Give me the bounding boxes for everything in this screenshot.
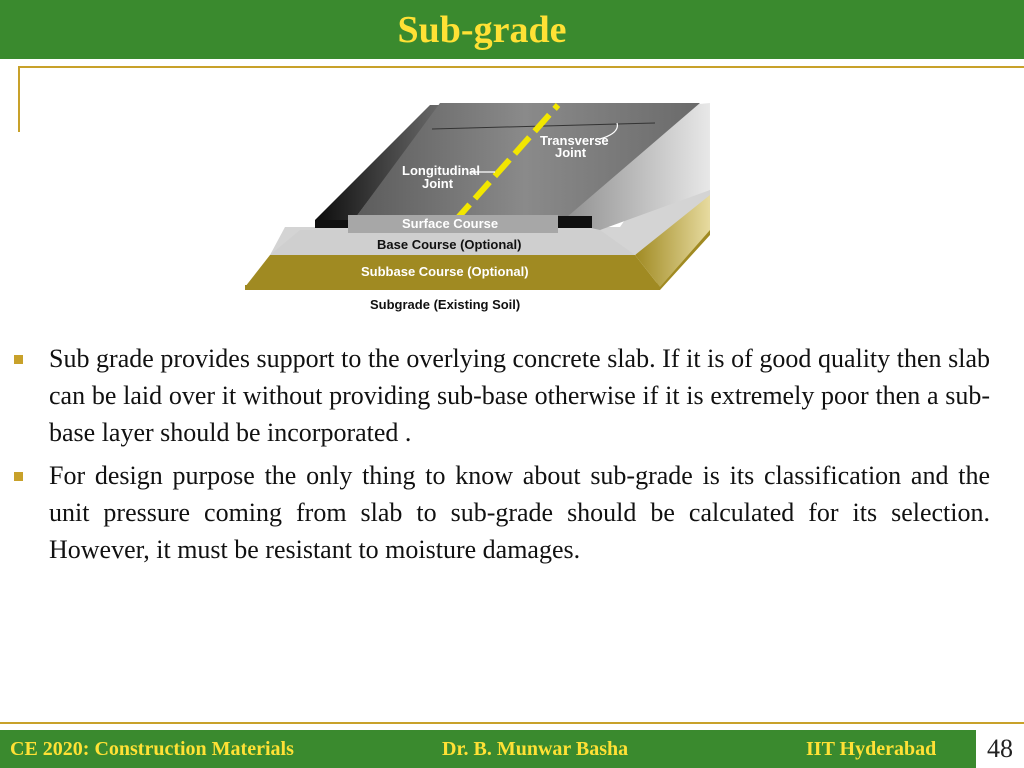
base-course-label: Base Course (Optional) <box>377 237 522 252</box>
footer-instructor: Dr. B. Munwar Basha <box>442 738 629 760</box>
surface-course-label: Surface Course <box>402 216 499 231</box>
slide-title: Sub-grade <box>397 8 567 51</box>
footer-rule <box>0 722 1024 724</box>
title-bar <box>0 0 1024 59</box>
footer-bar <box>0 730 1024 768</box>
transverse-joint-label-1: Transverse <box>540 133 609 148</box>
right-end-block <box>558 216 592 228</box>
transverse-joint-label-2: Joint <box>555 145 587 160</box>
bullet-square-icon <box>14 355 23 364</box>
longitudinal-joint-label-1: Longitudinal <box>402 163 480 178</box>
left-end-block <box>315 220 350 228</box>
subbase-course-label: Subbase Course (Optional) <box>361 264 529 279</box>
bullet-text: Sub grade provides support to the overlying concrete slab. If it is of good quality then slab can be laid over it without providing sub-base otherwise if it is extremely poor then a sub-base layer should be incorporated . <box>49 344 990 447</box>
bullet-text: For design purpose the only thing to know about sub-grade is its classification and the unit pressure coming from slab to sub-grade should be calculated for its selection. However, it must be resistant to moisture damages. <box>49 461 990 564</box>
header-rule <box>18 66 1024 68</box>
list-item <box>14 340 990 451</box>
list-item <box>14 457 990 568</box>
page-number: 48 <box>976 730 1024 768</box>
footer-course: CE 2020: Construction Materials <box>10 738 294 760</box>
footer-institute: IIT Hyderabad <box>806 738 937 760</box>
header-rule-vertical <box>18 66 20 132</box>
pavement-layers-diagram <box>240 95 710 320</box>
bullet-list <box>14 340 990 574</box>
subgrade-label: Subgrade (Existing Soil) <box>370 297 521 312</box>
longitudinal-joint-label-2: Joint <box>422 176 454 191</box>
bullet-square-icon <box>14 472 23 481</box>
